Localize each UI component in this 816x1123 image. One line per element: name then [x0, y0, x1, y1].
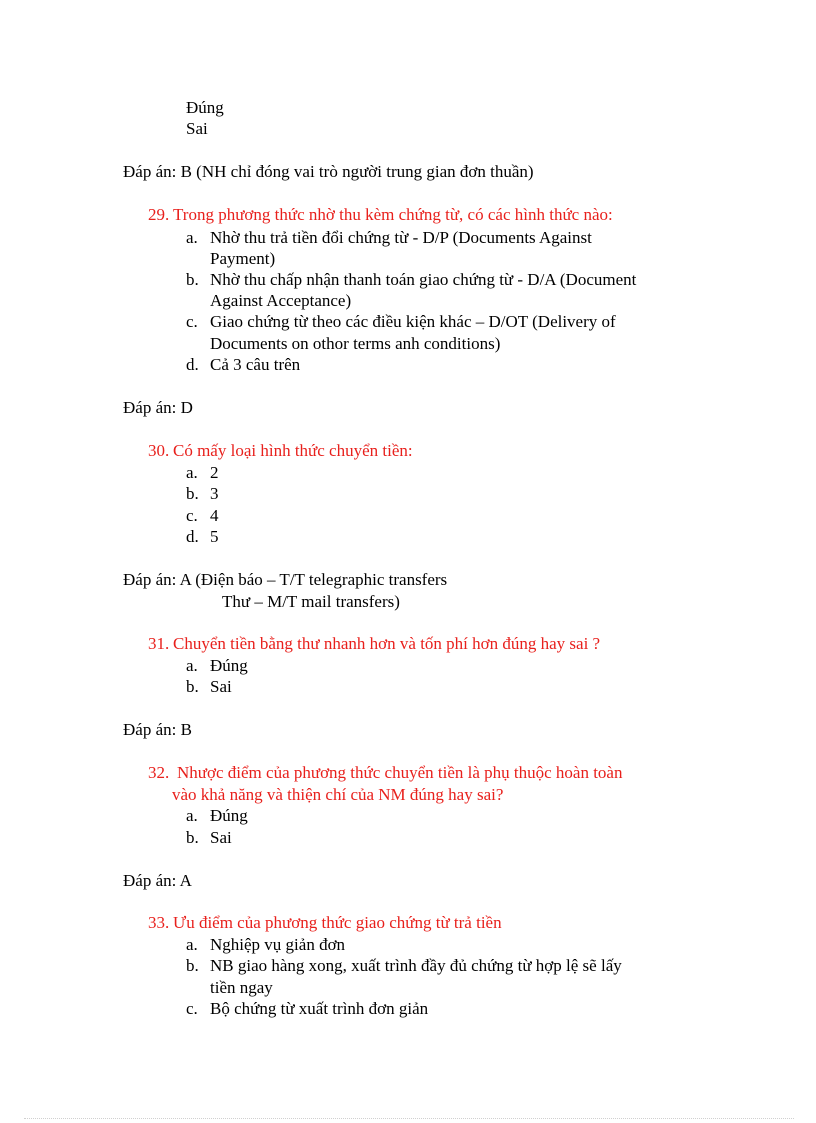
question-number: 29.	[148, 205, 170, 224]
option-text: 2	[210, 463, 219, 482]
answer-32: Đáp án: A	[123, 871, 192, 890]
question-text-continued: vào khả năng và thiện chí của NM đúng hay sai?	[172, 785, 504, 804]
question-text: Có mấy loại hình thức chuyển tiền:	[173, 441, 413, 460]
option-text: Nhờ thu chấp nhận thanh toán giao chứng từ - D/A (Document	[210, 270, 637, 289]
option-text: Đúng	[210, 656, 248, 675]
answer-31: Đáp án: B	[123, 720, 192, 739]
option-letter: b.	[186, 956, 199, 975]
option-text: Đúng	[210, 806, 248, 825]
option-letter: d.	[186, 527, 199, 546]
answer-29: Đáp án: D	[123, 398, 193, 417]
question-text: Nhược điểm của phương thức chuyển tiền là phụ thuộc hoàn toàn	[177, 763, 623, 782]
option-text-continued: Against Acceptance)	[210, 291, 352, 310]
option-letter: b.	[186, 270, 199, 289]
option-letter: a.	[186, 656, 198, 675]
option-text: Giao chứng từ theo các điều kiện khác – D/OT (Delivery of	[210, 312, 616, 331]
question-number: 33.	[148, 913, 170, 932]
option-letter: c.	[186, 999, 198, 1018]
question-text: Ưu điểm của phương thức giao chứng từ trả tiền	[173, 913, 502, 932]
question-number: 30.	[148, 441, 170, 460]
answer-28: Đáp án: B (NH chỉ đóng vai trò người trung gian đơn thuần)	[123, 162, 534, 181]
option-text: 3	[210, 484, 219, 503]
option-text: Nhờ thu trả tiền đổi chứng từ - D/P (Documents Against	[210, 228, 592, 247]
answer-30: Đáp án: A (Điện báo – T/T telegraphic transfers	[123, 570, 448, 589]
answer-30-continued: Thư – M/T mail transfers)	[222, 592, 400, 611]
option-letter: b.	[186, 828, 199, 847]
question-text: Chuyển tiền bằng thư nhanh hơn và tốn phí hơn đúng hay sai ?	[173, 634, 601, 653]
option-text: Cả 3 câu trên	[210, 355, 301, 374]
option-text: Nghiệp vụ giản đơn	[210, 935, 346, 954]
question-number: 31.	[148, 634, 170, 653]
option-letter: b.	[186, 677, 199, 696]
option-letter: c.	[186, 506, 198, 525]
option-text: Đúng	[186, 98, 224, 117]
option-letter: a.	[186, 935, 198, 954]
option-letter: a.	[186, 463, 198, 482]
question-text: Trong phương thức nhờ thu kèm chứng từ, có các hình thức nào:	[173, 205, 613, 224]
option-letter: a.	[186, 806, 198, 825]
option-text: 5	[210, 527, 219, 546]
option-text-continued: Payment)	[210, 249, 276, 268]
question-number: 32.	[148, 763, 170, 782]
option-text: 4	[210, 506, 219, 525]
option-letter: a.	[186, 228, 198, 247]
option-text-continued: tiền ngay	[210, 978, 273, 997]
option-text: Sai	[210, 677, 232, 696]
page-bottom-divider	[24, 1118, 794, 1119]
option-letter: c.	[186, 312, 198, 331]
option-text: Bộ chứng từ xuất trình đơn giản	[210, 999, 429, 1018]
option-text-continued: Documents on othor terms anh conditions)	[210, 334, 501, 353]
option-text: Sai	[186, 119, 208, 138]
option-letter: b.	[186, 484, 199, 503]
option-text: Sai	[210, 828, 232, 847]
option-letter: d.	[186, 355, 199, 374]
option-text: NB giao hàng xong, xuất trình đầy đủ chứng từ hợp lệ sẽ lấy	[210, 956, 622, 975]
